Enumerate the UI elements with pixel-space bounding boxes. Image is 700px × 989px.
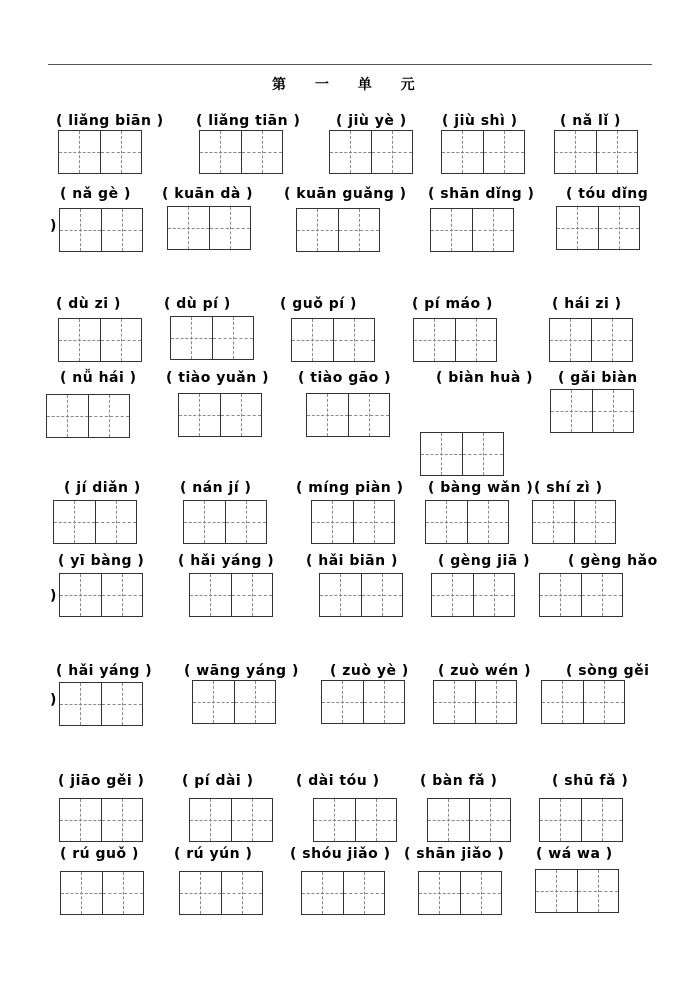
pinyin-label: ( pí dài ) [182, 773, 254, 789]
tian-zi-grid-cell[interactable] [421, 433, 462, 475]
writing-box[interactable] [183, 500, 267, 544]
tian-zi-grid-cell[interactable] [353, 501, 395, 543]
tian-zi-grid-cell[interactable] [583, 681, 625, 723]
tian-zi-grid-cell[interactable] [101, 574, 143, 616]
writing-box[interactable] [59, 798, 143, 842]
tian-zi-grid-cell[interactable] [475, 681, 517, 723]
tian-zi-grid-cell[interactable] [220, 394, 262, 436]
writing-box[interactable] [170, 316, 254, 360]
writing-box[interactable] [59, 573, 143, 617]
tian-zi-grid-cell[interactable] [95, 501, 137, 543]
pinyin-label: ( jiù shì ) [442, 113, 518, 129]
writing-box[interactable] [58, 318, 142, 362]
pinyin-label: ( jiù yè ) [336, 113, 407, 129]
pinyin-label: ( gèng jiā ) [438, 553, 530, 569]
pinyin-label: ( sòng gěi [566, 663, 650, 679]
pinyin-label: ( shān jiǎo ) [404, 846, 505, 862]
tian-zi-grid-cell[interactable] [550, 319, 591, 361]
writing-box[interactable] [427, 798, 511, 842]
writing-box[interactable] [313, 798, 397, 842]
tian-zi-grid-cell[interactable] [596, 131, 638, 173]
top-rule [48, 64, 652, 65]
tian-zi-grid-cell[interactable] [101, 209, 143, 251]
tian-zi-grid-cell[interactable] [179, 394, 220, 436]
writing-box[interactable] [418, 871, 502, 915]
writing-box[interactable] [420, 432, 504, 476]
tian-zi-grid-cell[interactable] [200, 131, 241, 173]
tian-zi-grid-cell[interactable] [533, 501, 574, 543]
writing-box[interactable] [321, 680, 405, 724]
pinyin-label: ( biàn huà ) [436, 370, 534, 386]
pinyin-label: ( wá wa ) [536, 846, 613, 862]
tian-zi-grid-cell[interactable] [100, 131, 142, 173]
tian-zi-grid-cell[interactable] [307, 394, 348, 436]
tian-zi-grid-cell[interactable] [54, 501, 95, 543]
writing-box[interactable] [425, 500, 509, 544]
tian-zi-grid-cell[interactable] [557, 207, 598, 249]
tian-zi-grid-cell[interactable] [371, 131, 413, 173]
writing-box[interactable] [319, 573, 403, 617]
pinyin-label: ( gèng hǎo [568, 553, 658, 569]
pinyin-label: ( kuān dà ) [162, 186, 254, 202]
writing-box[interactable] [554, 130, 638, 174]
pinyin-label: ( hǎi yáng ) [56, 663, 153, 679]
tian-zi-grid-cell[interactable] [61, 872, 102, 914]
tian-zi-grid-cell[interactable] [462, 433, 504, 475]
tian-zi-grid-cell[interactable] [428, 799, 469, 841]
writing-box[interactable] [189, 798, 273, 842]
writing-box[interactable] [189, 573, 273, 617]
tian-zi-grid-cell[interactable] [101, 683, 143, 725]
tian-zi-grid-cell[interactable] [60, 799, 101, 841]
writing-box[interactable] [199, 130, 283, 174]
pinyin-label: ( tóu dǐng [566, 186, 649, 202]
tian-zi-grid-cell[interactable] [190, 799, 231, 841]
tian-zi-grid-cell[interactable] [59, 131, 100, 173]
tian-zi-grid-cell[interactable] [60, 209, 101, 251]
pinyin-label: ( jí diǎn ) [64, 480, 141, 496]
tian-zi-grid-cell[interactable] [312, 501, 353, 543]
stray-parenthesis: ) [50, 588, 57, 604]
tian-zi-grid-cell[interactable] [348, 394, 390, 436]
tian-zi-grid-cell[interactable] [577, 870, 619, 912]
writing-box[interactable] [179, 871, 263, 915]
tian-zi-grid-cell[interactable] [581, 574, 623, 616]
writing-box[interactable] [539, 573, 623, 617]
tian-zi-grid-cell[interactable] [432, 574, 473, 616]
tian-zi-grid-cell[interactable] [442, 131, 483, 173]
tian-zi-grid-cell[interactable] [209, 207, 251, 249]
pinyin-label: ( pí máo ) [412, 296, 493, 312]
tian-zi-grid-cell[interactable] [320, 574, 361, 616]
pinyin-label: ( hái zi ) [552, 296, 622, 312]
pinyin-label: ( nán jí ) [180, 480, 252, 496]
pinyin-label: ( liǎng tiān ) [196, 113, 301, 129]
tian-zi-grid-cell[interactable] [102, 872, 144, 914]
pinyin-label: ( nǎ lǐ ) [560, 113, 621, 129]
pinyin-label: ( nǎ gè ) [60, 186, 131, 202]
stray-parenthesis: ) [50, 692, 57, 708]
tian-zi-grid-cell[interactable] [100, 319, 142, 361]
tian-zi-grid-cell[interactable] [591, 319, 633, 361]
tian-zi-grid-cell[interactable] [180, 872, 221, 914]
tian-zi-grid-cell[interactable] [542, 681, 583, 723]
pinyin-label: ( dù pí ) [164, 296, 231, 312]
tian-zi-grid-cell[interactable] [592, 390, 634, 432]
tian-zi-grid-cell[interactable] [343, 872, 385, 914]
writing-box[interactable] [60, 871, 144, 915]
pinyin-label: ( gǎi biàn [558, 370, 638, 386]
tian-zi-grid-cell[interactable] [338, 209, 380, 251]
pinyin-label: ( rú guǒ ) [60, 846, 139, 862]
tian-zi-grid-cell[interactable] [302, 872, 343, 914]
writing-box[interactable] [59, 682, 143, 726]
pinyin-label: ( shóu jiǎo ) [290, 846, 391, 862]
tian-zi-grid-cell[interactable] [314, 799, 355, 841]
writing-box[interactable] [192, 680, 276, 724]
writing-box[interactable] [53, 500, 137, 544]
tian-zi-grid-cell[interactable] [190, 574, 231, 616]
writing-box[interactable] [296, 208, 380, 252]
pinyin-label: ( tiào gāo ) [298, 370, 392, 386]
writing-box[interactable] [550, 389, 634, 433]
tian-zi-grid-cell[interactable] [330, 131, 371, 173]
tian-zi-grid-cell[interactable] [241, 131, 283, 173]
tian-zi-grid-cell[interactable] [426, 501, 467, 543]
tian-zi-grid-cell[interactable] [581, 799, 623, 841]
writing-box[interactable] [301, 871, 385, 915]
tian-zi-grid-cell[interactable] [455, 319, 497, 361]
writing-box[interactable] [413, 318, 497, 362]
pinyin-label: ( bàn fǎ ) [420, 773, 498, 789]
pinyin-label: ( hǎi biān ) [306, 553, 398, 569]
tian-zi-grid-cell[interactable] [101, 799, 143, 841]
writing-box[interactable] [441, 130, 525, 174]
pinyin-label: ( bàng wǎn ) [428, 480, 534, 496]
tian-zi-grid-cell[interactable] [536, 870, 577, 912]
tian-zi-grid-cell[interactable] [234, 681, 276, 723]
tian-zi-grid-cell[interactable] [460, 872, 502, 914]
writing-box[interactable] [311, 500, 395, 544]
tian-zi-grid-cell[interactable] [555, 131, 596, 173]
tian-zi-grid-cell[interactable] [184, 501, 225, 543]
writing-box[interactable] [549, 318, 633, 362]
writing-box[interactable] [535, 869, 619, 913]
writing-box[interactable] [46, 394, 130, 438]
pinyin-label: ( liǎng biān ) [56, 113, 164, 129]
tian-zi-grid-cell[interactable] [193, 681, 234, 723]
tian-zi-grid-cell[interactable] [467, 501, 509, 543]
tian-zi-grid-cell[interactable] [414, 319, 455, 361]
pinyin-label: ( dù zi ) [56, 296, 121, 312]
tian-zi-grid-cell[interactable] [472, 209, 514, 251]
tian-zi-grid-cell[interactable] [168, 207, 209, 249]
tian-zi-grid-cell[interactable] [47, 395, 88, 437]
tian-zi-grid-cell[interactable] [574, 501, 616, 543]
tian-zi-grid-cell[interactable] [333, 319, 375, 361]
pinyin-label: ( dài tóu ) [296, 773, 380, 789]
tian-zi-grid-cell[interactable] [221, 872, 263, 914]
tian-zi-grid-cell[interactable] [355, 799, 397, 841]
tian-zi-grid-cell[interactable] [361, 574, 403, 616]
pinyin-label: ( zuò yè ) [330, 663, 409, 679]
tian-zi-grid-cell[interactable] [60, 574, 101, 616]
pinyin-label: ( zuò wén ) [438, 663, 532, 679]
pinyin-label: ( nǚ hái ) [60, 370, 137, 386]
writing-box[interactable] [58, 130, 142, 174]
pinyin-label: ( shí zì ) [534, 480, 603, 496]
writing-box[interactable] [431, 573, 515, 617]
tian-zi-grid-cell[interactable] [419, 872, 460, 914]
tian-zi-grid-cell[interactable] [469, 799, 511, 841]
tian-zi-grid-cell[interactable] [551, 390, 592, 432]
tian-zi-grid-cell[interactable] [59, 319, 100, 361]
tian-zi-grid-cell[interactable] [434, 681, 475, 723]
writing-box[interactable] [329, 130, 413, 174]
tian-zi-grid-cell[interactable] [540, 799, 581, 841]
tian-zi-grid-cell[interactable] [212, 317, 254, 359]
tian-zi-grid-cell[interactable] [322, 681, 363, 723]
writing-box[interactable] [539, 798, 623, 842]
writing-box[interactable] [306, 393, 390, 437]
writing-box[interactable] [532, 500, 616, 544]
writing-box[interactable] [59, 208, 143, 252]
tian-zi-grid-cell[interactable] [171, 317, 212, 359]
writing-box[interactable] [556, 206, 640, 250]
tian-zi-grid-cell[interactable] [540, 574, 581, 616]
pinyin-label: ( rú yún ) [174, 846, 253, 862]
writing-box[interactable] [167, 206, 251, 250]
writing-box[interactable] [430, 208, 514, 252]
pinyin-label: ( míng piàn ) [296, 480, 404, 496]
tian-zi-grid-cell[interactable] [431, 209, 472, 251]
tian-zi-grid-cell[interactable] [598, 207, 640, 249]
tian-zi-grid-cell[interactable] [473, 574, 515, 616]
pinyin-label: ( kuān guǎng ) [284, 186, 407, 202]
pinyin-label: ( hǎi yáng ) [178, 553, 275, 569]
writing-box[interactable] [541, 680, 625, 724]
writing-box[interactable] [433, 680, 517, 724]
tian-zi-grid-cell[interactable] [483, 131, 525, 173]
pinyin-label: ( wāng yáng ) [184, 663, 299, 679]
pinyin-label: ( tiào yuǎn ) [166, 370, 269, 386]
tian-zi-grid-cell[interactable] [231, 574, 273, 616]
pinyin-label: ( shū fǎ ) [552, 773, 629, 789]
pinyin-label: ( jiāo gěi ) [58, 773, 145, 789]
tian-zi-grid-cell[interactable] [363, 681, 405, 723]
stray-parenthesis: ) [50, 218, 57, 234]
tian-zi-grid-cell[interactable] [225, 501, 267, 543]
tian-zi-grid-cell[interactable] [292, 319, 333, 361]
writing-box[interactable] [178, 393, 262, 437]
pinyin-label: ( guǒ pí ) [280, 296, 357, 312]
pinyin-label: ( yī bàng ) [58, 553, 145, 569]
page-title: 第 一 单 元 [272, 77, 427, 93]
tian-zi-grid-cell[interactable] [60, 683, 101, 725]
pinyin-label: ( shān dǐng ) [428, 186, 535, 202]
tian-zi-grid-cell[interactable] [88, 395, 130, 437]
writing-box[interactable] [291, 318, 375, 362]
tian-zi-grid-cell[interactable] [231, 799, 273, 841]
tian-zi-grid-cell[interactable] [297, 209, 338, 251]
